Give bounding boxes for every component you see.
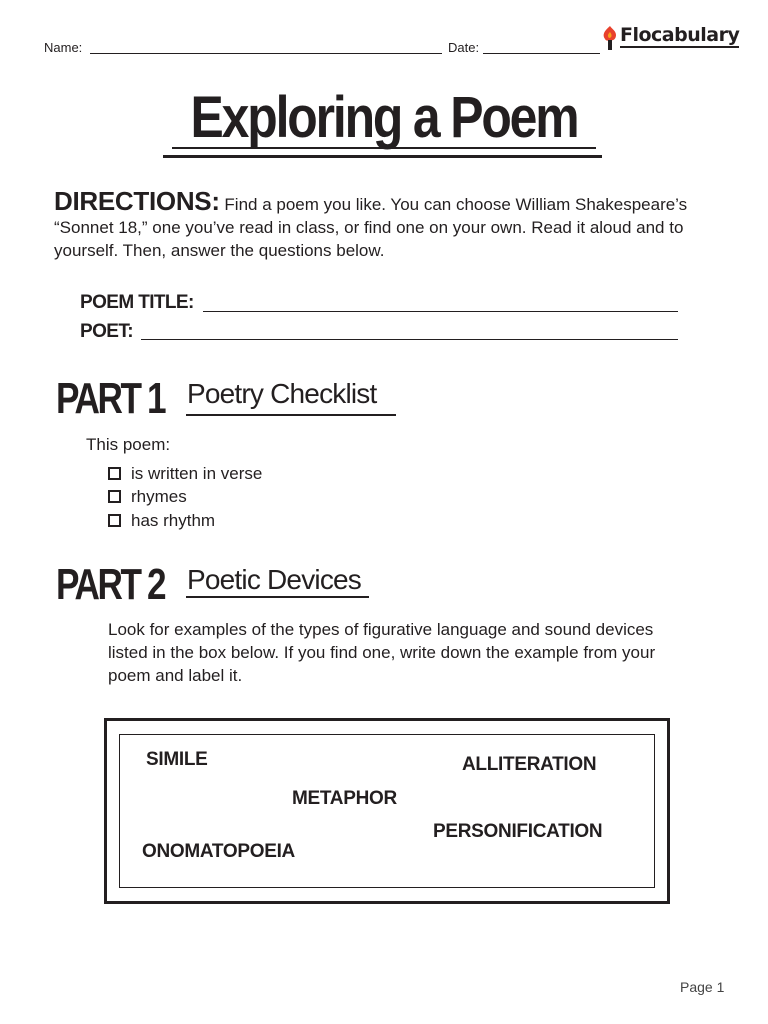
directions [54, 186, 716, 262]
date-label: Date: [448, 40, 480, 55]
name-label: Name: [44, 40, 83, 55]
title-rule-top [172, 147, 596, 149]
checkbox-icon[interactable] [108, 490, 121, 503]
checklist-item-label: rhymes [131, 486, 187, 506]
directions-heading: DIRECTIONS: [54, 186, 220, 216]
checklist-item[interactable] [108, 462, 262, 485]
part-2-instructions: Look for examples of the types of figurative language and sound devices listed in the box below. If you find one, write down the example from your poem and label it. [108, 620, 656, 685]
device-simile: SIMILE [146, 749, 208, 770]
part-2-underline [186, 596, 369, 598]
flame-icon [600, 25, 620, 47]
device-metaphor: METAPHOR [292, 788, 397, 809]
part-2-label: PART 2 [56, 560, 165, 609]
flocabulary-logo [600, 24, 739, 48]
poem-title-label: POEM TITLE: [80, 292, 194, 313]
device-onomatopoeia: ONOMATOPOEIA [142, 841, 295, 862]
page-title: Exploring a Poem [190, 85, 578, 150]
checklist-item[interactable] [108, 509, 215, 532]
logo-wordmark: Flocabulary [620, 24, 740, 46]
date-line[interactable] [483, 53, 600, 54]
title-rule-bottom [163, 155, 602, 158]
poem-title-line[interactable] [203, 311, 678, 312]
checkbox-icon[interactable] [108, 514, 121, 527]
checklist-item-label: is written in verse [131, 463, 263, 483]
directions-text: Find a poem you like. You can choose William Shakespeare’s “Sonnet 18,” one you’ve read in class, or find one on your own. Read it aloud and to yourself. Then, answer the questions below. [54, 195, 688, 260]
checklist-item-label: has rhythm [131, 510, 216, 530]
page-number: Page 1 [680, 979, 725, 995]
checklist-intro: This poem: [86, 435, 171, 454]
checkbox-icon[interactable] [108, 467, 121, 480]
part-2-title: Poetic Devices [187, 564, 361, 595]
poet-label: POET: [80, 321, 133, 342]
name-line[interactable] [90, 53, 442, 54]
poet-line[interactable] [141, 339, 678, 340]
part-1-title: Poetry Checklist [187, 378, 377, 409]
part-1-label: PART 1 [56, 374, 165, 423]
device-personification: PERSONIFICATION [433, 821, 603, 842]
checklist-item[interactable] [108, 485, 187, 508]
device-alliteration: ALLITERATION [462, 754, 597, 775]
part-1-underline [186, 414, 396, 416]
